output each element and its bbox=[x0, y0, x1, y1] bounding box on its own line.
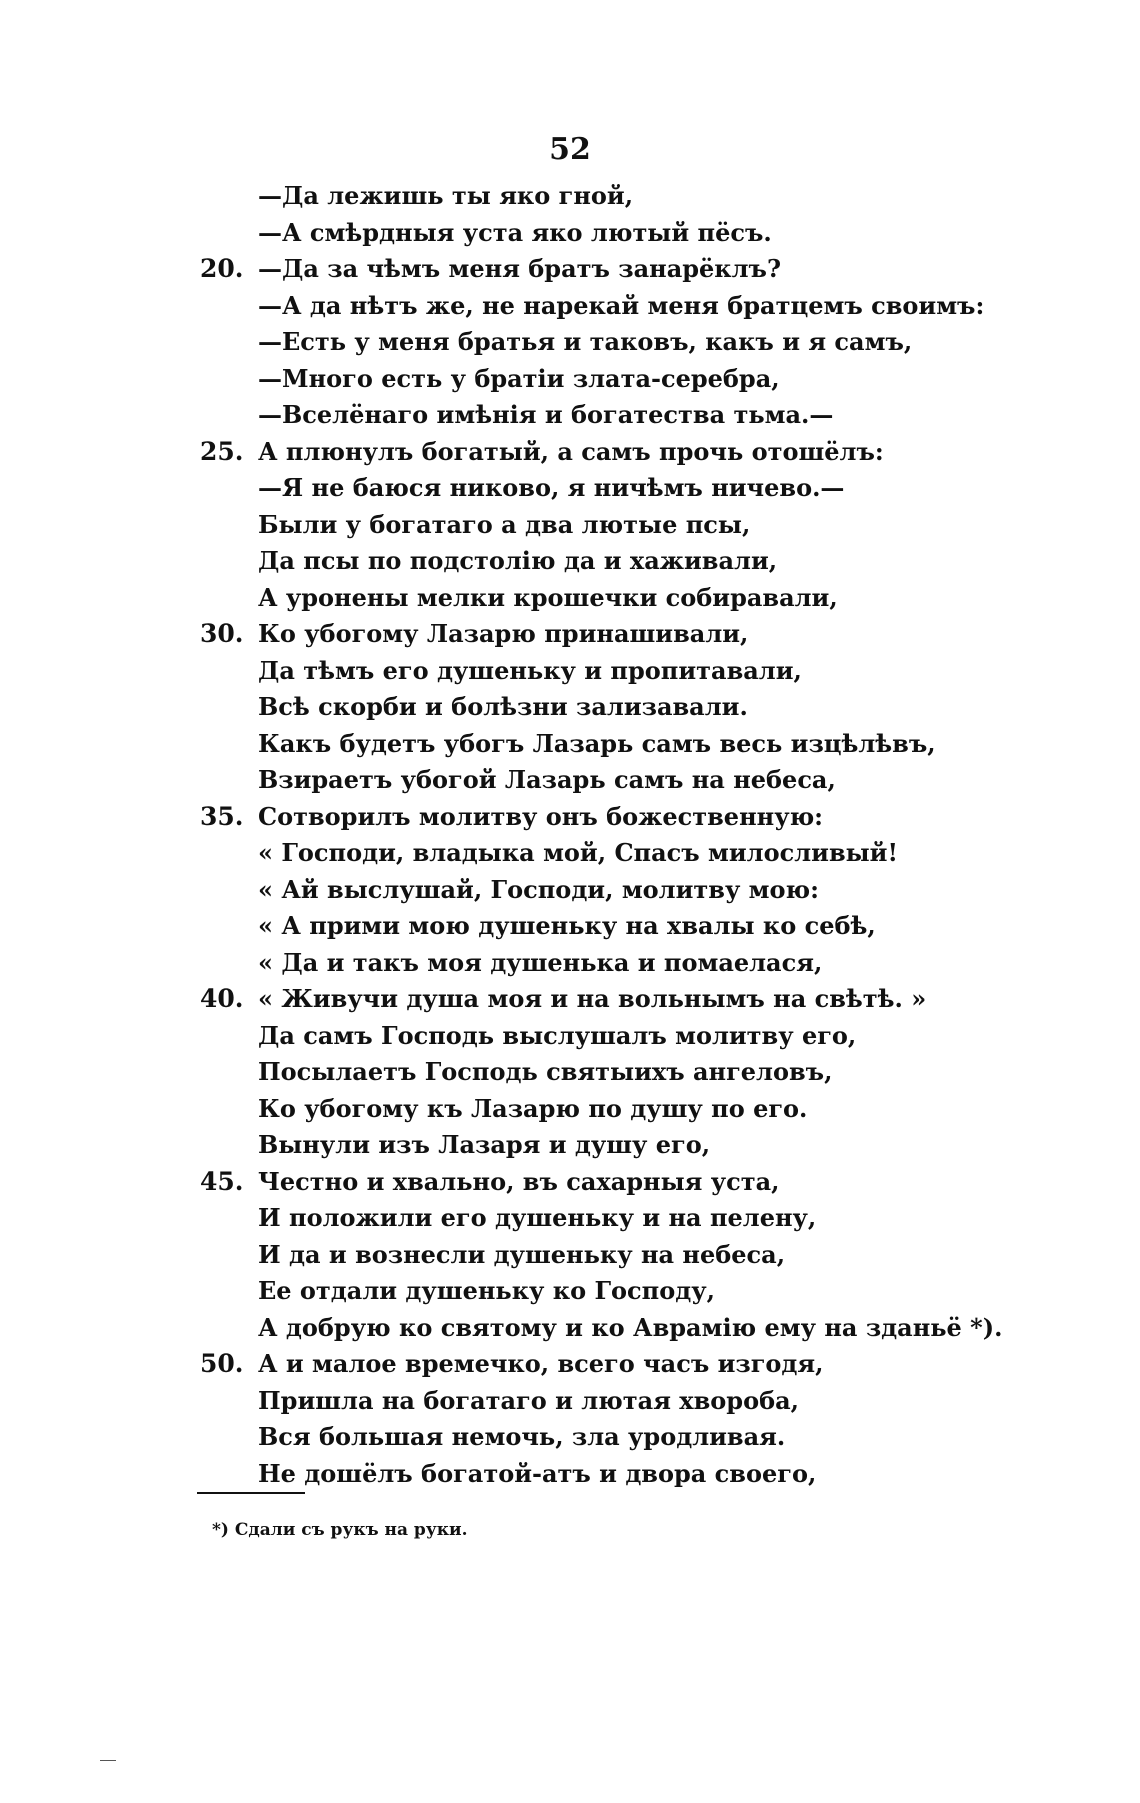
line-text: А и малое времечко, всего часъ изгодя, bbox=[258, 1349, 824, 1378]
line-text: « Ай выслушай, Господи, молитву мою: bbox=[258, 874, 819, 904]
line-text: Вся большая немочь, зла уродливая. bbox=[258, 1422, 786, 1451]
verse-line bbox=[200, 1310, 1100, 1347]
line-text: И да и вознесли душеньку на небеса, bbox=[258, 1239, 786, 1269]
verse-line bbox=[200, 1164, 1100, 1201]
verse-line bbox=[200, 434, 1100, 471]
line-text: Были у богатаго а два лютые псы, bbox=[258, 509, 751, 539]
verse-line bbox=[200, 1456, 1100, 1493]
line-text: Ко убогому Лазарю принашивали, bbox=[258, 619, 749, 648]
line-number: 30. bbox=[200, 619, 244, 648]
line-text: А добрую ко святому и ко Аврамію ему на зданьё *). bbox=[258, 1312, 1003, 1342]
verse-line bbox=[200, 470, 1100, 507]
verse-line bbox=[200, 762, 1100, 799]
line-number: 40. bbox=[200, 984, 244, 1013]
line-text: « Да и такъ моя душенька и помаелася, bbox=[258, 947, 823, 977]
line-text: Всѣ скорби и болѣзни зализавали. bbox=[258, 692, 748, 721]
verse-line bbox=[200, 1383, 1100, 1420]
line-text: —Есть у меня братья и таковъ, какъ и я самъ, bbox=[258, 327, 913, 356]
poem-text bbox=[200, 178, 1100, 1492]
verse-line bbox=[200, 580, 1100, 617]
line-text: Ко убогому къ Лазарю по душу по его. bbox=[258, 1093, 808, 1123]
verse-line bbox=[200, 288, 1100, 325]
verse-line bbox=[200, 507, 1100, 544]
verse-line bbox=[200, 908, 1100, 945]
verse-line bbox=[200, 251, 1100, 288]
verse-line bbox=[200, 1237, 1100, 1274]
footnote-divider bbox=[197, 1492, 305, 1494]
verse-line bbox=[200, 981, 1100, 1018]
line-text: И положили его душеньку и на пелену, bbox=[258, 1203, 817, 1232]
verse-line bbox=[200, 1091, 1100, 1128]
line-text: —Много есть у братіи злата-серебра, bbox=[258, 363, 780, 393]
line-text: —Вселёнаго имѣнія и богатества тьма.— bbox=[258, 400, 834, 429]
line-number: 20. bbox=[200, 254, 244, 283]
verse-line bbox=[200, 361, 1100, 398]
verse-line bbox=[200, 653, 1100, 690]
line-text: « Господи, владыка мой, Спасъ милосливый! bbox=[258, 838, 899, 867]
line-text: —Я не баюся никово, я ничѣмъ ничево.— bbox=[258, 473, 845, 502]
line-text: Ее отдали душеньку ко Господу, bbox=[258, 1276, 715, 1305]
line-text: —А смѣрдныя уста яко лютый пёсъ. bbox=[258, 217, 772, 247]
line-number: 25. bbox=[200, 436, 244, 466]
line-text: Да тѣмъ его душеньку и пропитавали, bbox=[258, 655, 802, 685]
verse-line bbox=[200, 835, 1100, 872]
verse-line bbox=[200, 1018, 1100, 1055]
line-text: Взираетъ убогой Лазарь самъ на небеса, bbox=[258, 765, 836, 794]
verse-line bbox=[200, 1127, 1100, 1164]
verse-line bbox=[200, 324, 1100, 361]
verse-line bbox=[200, 799, 1100, 836]
line-text: Сотворилъ молитву онъ божественную: bbox=[258, 801, 824, 831]
verse-line bbox=[200, 215, 1100, 252]
line-text: « А прими мою душеньку на хвалы ко себѣ, bbox=[258, 911, 876, 940]
verse-line bbox=[200, 1054, 1100, 1091]
line-text: А плюнулъ богатый, а самъ прочь отошёлъ: bbox=[258, 436, 884, 466]
line-text: —Да за чѣмъ меня братъ занарёклъ? bbox=[258, 254, 782, 283]
verse-line bbox=[200, 872, 1100, 909]
verse-line bbox=[200, 689, 1100, 726]
line-number: 50. bbox=[200, 1349, 244, 1378]
line-text: « Живучи душа моя и на вольнымъ на свѣтѣ. » bbox=[258, 984, 927, 1013]
line-text: Посылаетъ Господь святыихъ ангеловъ, bbox=[258, 1057, 833, 1086]
footnote: *) Сдали съ рукъ на руки. bbox=[212, 1520, 468, 1540]
line-text: Честно и хвально, въ сахарныя уста, bbox=[258, 1166, 780, 1196]
verse-line bbox=[200, 1200, 1100, 1237]
verse-line bbox=[200, 178, 1100, 215]
verse-line bbox=[200, 726, 1100, 763]
line-text: Да самъ Господь выслушалъ молитву его, bbox=[258, 1020, 857, 1050]
verse-line bbox=[200, 616, 1100, 653]
page-number: 52 bbox=[549, 132, 591, 167]
line-text: Не дошёлъ богатой-атъ и двора своего, bbox=[258, 1458, 817, 1488]
verse-line bbox=[200, 945, 1100, 982]
line-number: 45. bbox=[200, 1166, 244, 1196]
verse-line bbox=[200, 1346, 1100, 1383]
verse-line bbox=[200, 543, 1100, 580]
line-number: 35. bbox=[200, 801, 244, 831]
verse-line bbox=[200, 1419, 1100, 1456]
line-text: А уронены мелки крошечки собиравали, bbox=[258, 582, 838, 612]
line-text: —А да нѣтъ же, не нарекай меня братцемъ своимъ: bbox=[258, 290, 985, 320]
line-text: Какъ будетъ убогъ Лазарь самъ весь изцѣлѣвъ, bbox=[258, 728, 936, 758]
line-text: Пришла на богатаго и лютая хвороба, bbox=[258, 1385, 799, 1415]
verse-line bbox=[200, 397, 1100, 434]
line-text: Да псы по подстолію да и хаживали, bbox=[258, 546, 778, 575]
verse-line bbox=[200, 1273, 1100, 1310]
stray-ink-mark bbox=[100, 1760, 116, 1761]
line-text: Вынули изъ Лазаря и душу его, bbox=[258, 1130, 711, 1159]
line-text: —Да лежишь ты яко гной, bbox=[258, 181, 634, 210]
